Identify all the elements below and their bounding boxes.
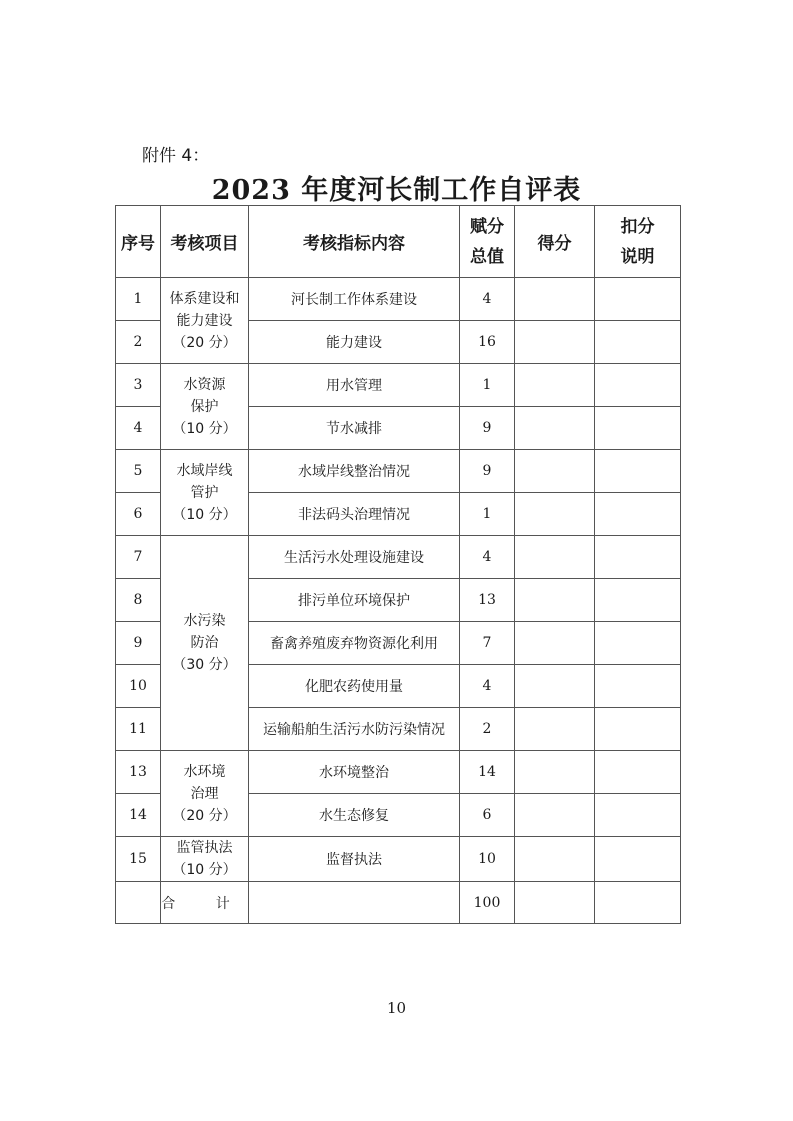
- row-content: 排污单位环境保护: [249, 579, 460, 622]
- score-cell[interactable]: [515, 278, 595, 321]
- item-line: 管护: [190, 484, 219, 501]
- item-line: 水域岸线: [176, 462, 233, 479]
- row-seq: 10: [116, 665, 161, 708]
- item-group: [161, 837, 249, 882]
- row-seq: 6: [116, 493, 161, 536]
- deduction-cell[interactable]: [595, 665, 681, 708]
- score-cell[interactable]: [515, 321, 595, 364]
- row-content: 畜禽养殖废弃物资源化利用: [249, 622, 460, 665]
- header-deduct-line2: 说明: [620, 246, 655, 267]
- item-line: （20 分）: [172, 334, 237, 351]
- row-seq: 15: [116, 837, 161, 882]
- row-content: 生活污水处理设施建设: [249, 536, 460, 579]
- header-deduction-notes: [595, 206, 681, 278]
- deduction-cell[interactable]: [595, 837, 681, 882]
- deduction-cell[interactable]: [595, 536, 681, 579]
- row-content: 水域岸线整治情况: [249, 450, 460, 493]
- item-line: （10 分）: [172, 420, 237, 437]
- total-deduction-cell[interactable]: [595, 882, 681, 924]
- item-line: 水资源: [183, 376, 226, 393]
- total-seq-cell: [116, 882, 161, 924]
- table-row: [116, 450, 681, 493]
- deduction-cell[interactable]: [595, 622, 681, 665]
- row-content: 监督执法: [249, 837, 460, 882]
- row-content: 非法码头治理情况: [249, 493, 460, 536]
- row-points: 6: [460, 794, 515, 837]
- score-cell[interactable]: [515, 493, 595, 536]
- item-line: 体系建设和: [169, 290, 240, 307]
- row-points: 9: [460, 407, 515, 450]
- item-group: [161, 536, 249, 751]
- deduction-cell[interactable]: [595, 493, 681, 536]
- row-content: 化肥农药使用量: [249, 665, 460, 708]
- row-points: 16: [460, 321, 515, 364]
- row-points: 1: [460, 493, 515, 536]
- row-points: 1: [460, 364, 515, 407]
- attachment-label: 附件 4：: [142, 146, 210, 166]
- row-seq: 2: [116, 321, 161, 364]
- item-line: 水污染: [183, 613, 226, 629]
- header-score: 得分: [515, 206, 595, 278]
- score-cell[interactable]: [515, 794, 595, 837]
- total-row: [116, 882, 681, 924]
- deduction-cell[interactable]: [595, 407, 681, 450]
- row-seq: 4: [116, 407, 161, 450]
- row-seq: 11: [116, 708, 161, 751]
- row-points: 7: [460, 622, 515, 665]
- deduction-cell[interactable]: [595, 321, 681, 364]
- row-content: 用水管理: [249, 364, 460, 407]
- item-line: 保护: [190, 398, 219, 415]
- self-evaluation-table: [115, 205, 681, 924]
- score-cell[interactable]: [515, 708, 595, 751]
- score-cell[interactable]: [515, 751, 595, 794]
- page-number: 10: [386, 999, 407, 1017]
- item-group: [161, 450, 249, 536]
- item-group: [161, 278, 249, 364]
- row-seq: 5: [116, 450, 161, 493]
- deduction-cell[interactable]: [595, 278, 681, 321]
- total-points: 100: [460, 882, 515, 924]
- total-score-cell[interactable]: [515, 882, 595, 924]
- total-label: 合 计: [161, 882, 249, 924]
- score-cell[interactable]: [515, 579, 595, 622]
- table-row: [116, 278, 681, 321]
- deduction-cell[interactable]: [595, 751, 681, 794]
- item-line: （10 分）: [172, 862, 237, 878]
- row-seq: 9: [116, 622, 161, 665]
- row-seq: 14: [116, 794, 161, 837]
- row-content: 能力建设: [249, 321, 460, 364]
- row-content: 河长制工作体系建设: [249, 278, 460, 321]
- row-points: 14: [460, 751, 515, 794]
- deduction-cell[interactable]: [595, 794, 681, 837]
- item-line: （20 分）: [172, 807, 237, 824]
- item-line: 能力建设: [176, 312, 233, 329]
- item-group: [161, 364, 249, 450]
- item-group: [161, 751, 249, 837]
- item-line: 监管执法: [176, 840, 233, 856]
- row-content: 运输船舶生活污水防污染情况: [249, 708, 460, 751]
- row-content: 节水减排: [249, 407, 460, 450]
- deduction-cell[interactable]: [595, 579, 681, 622]
- row-content: 水生态修复: [249, 794, 460, 837]
- table-row: [116, 751, 681, 794]
- row-seq: 1: [116, 278, 161, 321]
- table-row: [116, 536, 681, 579]
- row-points: 4: [460, 278, 515, 321]
- header-total-points: [460, 206, 515, 278]
- table-row: [116, 837, 681, 882]
- row-points: 13: [460, 579, 515, 622]
- item-line: 水环境: [183, 763, 226, 780]
- score-cell[interactable]: [515, 665, 595, 708]
- score-cell[interactable]: [515, 837, 595, 882]
- header-content: 考核指标内容: [249, 206, 460, 278]
- row-points: 2: [460, 708, 515, 751]
- item-line: （10 分）: [172, 506, 237, 523]
- row-points: 4: [460, 665, 515, 708]
- row-content: 水环境整治: [249, 751, 460, 794]
- score-cell[interactable]: [515, 622, 595, 665]
- row-seq: 3: [116, 364, 161, 407]
- deduction-cell[interactable]: [595, 364, 681, 407]
- document-title: 2023 年度河长制工作自评表: [211, 175, 582, 206]
- item-line: 治理: [190, 785, 219, 802]
- row-seq: 13: [116, 751, 161, 794]
- table-header-row: [116, 206, 681, 278]
- table-row: [116, 364, 681, 407]
- header-item: 考核项目: [161, 206, 249, 278]
- row-seq: 8: [116, 579, 161, 622]
- row-points: 9: [460, 450, 515, 493]
- score-cell[interactable]: [515, 407, 595, 450]
- deduction-cell[interactable]: [595, 450, 681, 493]
- score-cell[interactable]: [515, 364, 595, 407]
- header-seq: 序号: [116, 206, 161, 278]
- row-points: 4: [460, 536, 515, 579]
- total-content-cell: [249, 882, 460, 924]
- item-line: （30 分）: [172, 657, 237, 673]
- row-seq: 7: [116, 536, 161, 579]
- score-cell[interactable]: [515, 536, 595, 579]
- header-total-line1: 赋分: [470, 216, 504, 237]
- header-deduct-line1: 扣分: [620, 216, 655, 237]
- header-total-line2: 总值: [470, 246, 504, 267]
- item-line: 防治: [190, 635, 219, 651]
- score-cell[interactable]: [515, 450, 595, 493]
- row-points: 10: [460, 837, 515, 882]
- deduction-cell[interactable]: [595, 708, 681, 751]
